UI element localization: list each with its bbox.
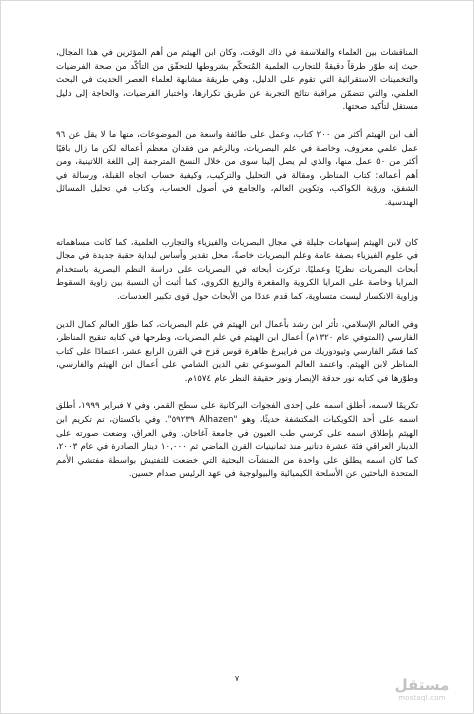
watermark-logo-text: مستقل (394, 676, 450, 694)
paragraph-optics-contributions: كان لابن الهيثم إسهامات جليلة في مجال البصريات والفيزياء والتجارب العلمية، كما كانت مساهماته في علوم الفيزياء بصفة عامة وعلم البصريات خاصةً، محل تقدير وأساس لبداية حقبة جديدة في مجال أبحاث البصريات نظريًا وعمليًا. تركزت أبحاثه في البصريات على دراسة النظم البصرية باستخدام المرايا وخاصة على المرايا الكروية والمقعرة والزيغ الكروي، كما أثبت أن النسبة بين زاوية السقوط وزاوية الانكسار ليست متساوية، كما قدم عددًا من الأبحاث حول قوى تكبير العدسات. (56, 237, 418, 302)
mostaql-watermark (385, 677, 459, 707)
paragraph-works: ألف ابن الهيثم أكثر من ٢٠٠ كتاب، وعمل على طائفة واسعة من الموضوعات، منها ما لا يقل عن ٩٦ عمل علمي معروف، وخاصة في علم البصريات، وبالرغم من فقدان معظم أعماله لكن ما زال باقيًا أكثر من ٥٠ عمل منها، والذي لم يصل إلينا سوى من خلال النسخ المترجمة إلى اللغة اللاتينية، ومن أهم أعماله: كتاب المناظر، ومقالة في التحليل والتركيب، وكيفية حساب اتجاه القبلة، ورسالة في الشفق، ورؤية الكواكب، وتكوين العالم، والجامع في أصول الحساب، وكتاب في تحليل المسائل الهندسية. (56, 129, 418, 208)
page-content (56, 47, 418, 482)
paragraph-honors: تكريمًا لاسمه، أطلق اسمه على إحدى الفجوات البركانية على سطح القمر، وفي ٧ فبراير ١٩٩٩، أطلق اسمه على أحد الكويكبات المكتشفة حديثًا، وهو "Alhazen ٥٩٢٣٩". وفي باكستان، تم تكريم ابن الهيثم بإطلاق اسمه على كرسي طب العيون في جامعة آغاخان. وفي العراق، وضعت صورته على الدينار العراقي فئة عشرة دنانير منذ ثمانينيات القرن الماضي ثم ١٠,٠٠٠ دينار الصادرة في عام ٢٠٠٣، كما كان اسمه يطلق على واحدة من المنشآت البحثية التي خضعت للتفتيش بواسطة مفتشي الأمم المتحدة الباحثين عن الأسلحة الكيميائية والبيولوجية في عهد الرئيس صدام حسين. (56, 401, 419, 480)
paragraph-scientific-method: المناقشات بين العلماء والفلاسفة في ذاك الوقت، وكان ابن الهيثم من أهم المؤثرين في هذا المجال، حيث إنه طوّر طرقاً دقيقةً للتجارب العلمية المُتحكّم بشروطها للتحقّق من التأكّد من صحة الفرضيات والتخمينات الاستقرائية التي تقوم على الدليل، وهي طريقة مشابهة لعلماء العصر الحديث في البحث العلمي، والتي تتضمّن مراقبة نتائج التجربة عن طريق تكرارها، واختبار الفرضيات، والحاجة إلى دليل مستقل لتأكيد صحتها. (56, 48, 418, 113)
page-number: ٧ (234, 674, 240, 683)
watermark-domain: mostaql.com (398, 694, 446, 702)
paragraph-islamic-world-influence: وفي العالم الإسلامي، تأثر ابن رشد بأعمال ابن الهيثم في علم البصريات، كما طوّر العالم كمال الدين الفارسي (المتوفي عام ١٣٢٠م) أعمال ابن الهيثم في علم البصريات، وطرحها في كتابه تنقيح المناظر، كما فسّر الفارسي وثيودوريك من فرايبرغ ظاهرة قوس قزح في القرن الرابع عشر، اعتمادًا على كتاب المناظر لابن الهيثم. واعتمد العالم الموسوعي تقي الدين الشامي على أعمال ابن الهيثم والفارسي، وطوّرها في كتابه نور حدقة الإبصار ونور حقيقة النظر عام ١٥٧٤م. (56, 319, 419, 384)
